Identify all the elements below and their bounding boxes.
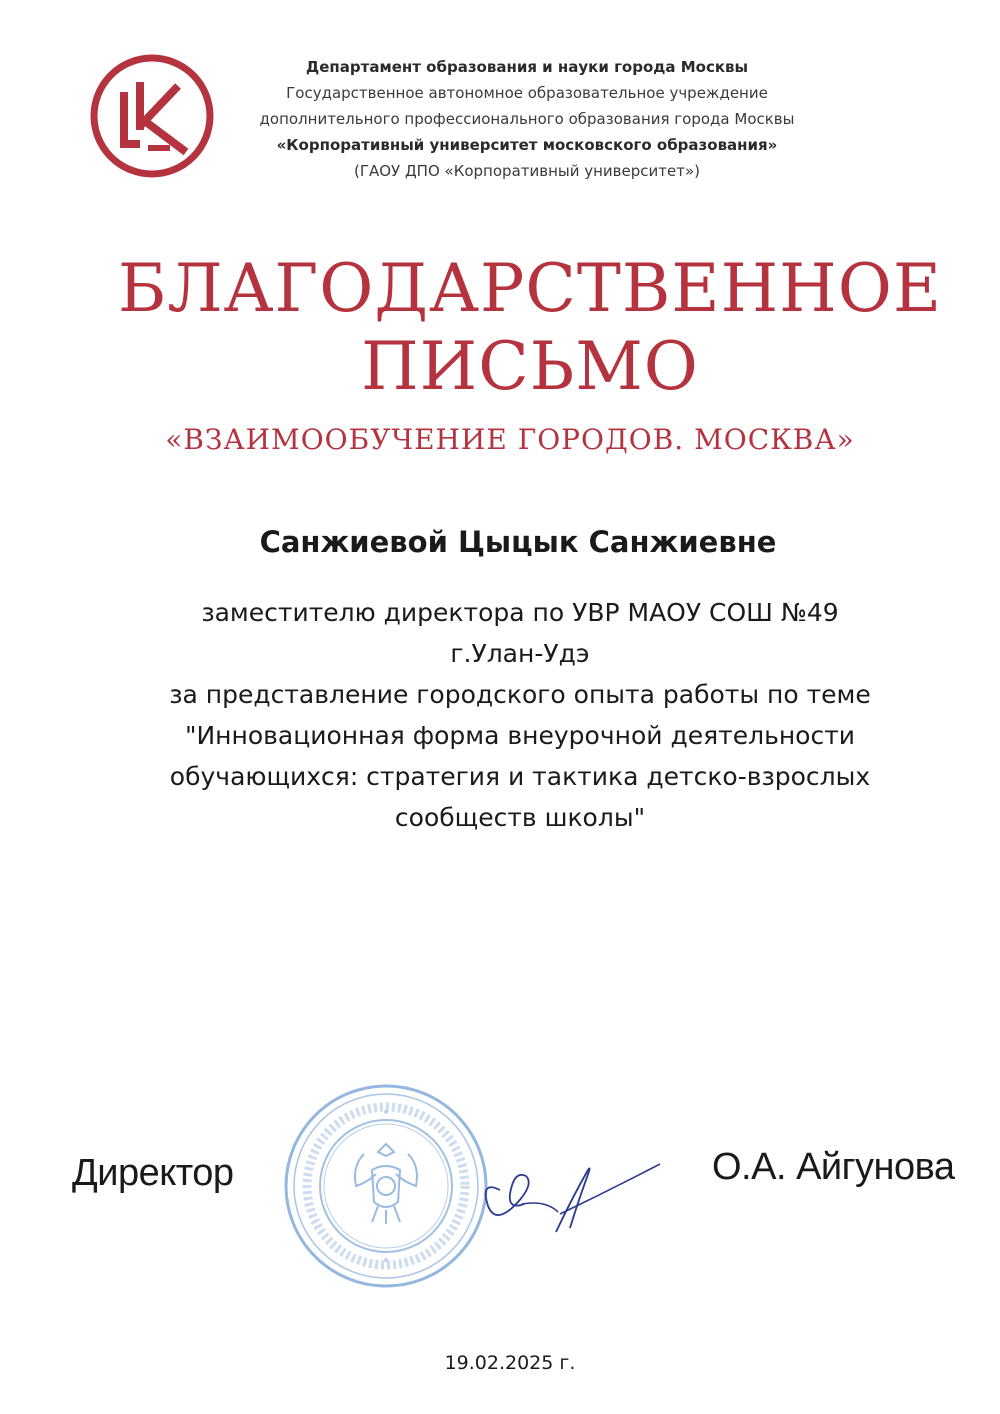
- institution-short-name: (ГАОУ ДПО «Корпоративный университет»): [353, 162, 701, 180]
- kmo-logo-icon: [88, 52, 216, 180]
- citation-text: [100, 592, 940, 838]
- department-name: Департамент образования и науки города Москвы: [305, 58, 749, 76]
- citation-line: заместителю директора по УВР МАОУ СОШ №49: [201, 598, 839, 627]
- citation-line: обучающихся: стратегия и тактика детско-взрослых: [169, 762, 871, 791]
- document-date: 19.02.2025 г.: [444, 1352, 576, 1374]
- handwritten-signature-icon: [460, 1140, 680, 1250]
- institution-name: «Корпоративный университет московского образования»: [276, 136, 778, 154]
- title-line-1: БЛАГОДАРСТВЕННОЕ: [117, 250, 943, 327]
- title-line-2: ПИСЬМО: [361, 328, 699, 405]
- citation-line: "Инновационная форма внеурочной деятельности: [184, 721, 856, 750]
- document-subtitle: «ВЗАИМООБУЧЕНИЕ ГОРОДОВ. МОСКВА»: [165, 423, 855, 456]
- signatory-role: Директор: [72, 1152, 234, 1194]
- official-seal-icon: [282, 1082, 490, 1290]
- citation-line: за представление городского опыта работы по теме: [169, 680, 871, 709]
- recipient-name: Санжиевой Цыцык Санжиевне: [259, 525, 777, 559]
- signatory-name: О.А. Айгунова: [712, 1146, 955, 1188]
- organization-header: [222, 54, 832, 184]
- institution-line-2: дополнительного профессионального образования города Москвы: [259, 110, 795, 128]
- citation-line: г.Улан-Удэ: [450, 639, 590, 668]
- citation-line: сообществ школы": [394, 803, 646, 832]
- institution-line-1: Государственное автономное образовательное учреждение: [286, 84, 768, 102]
- document-title: [60, 250, 1000, 406]
